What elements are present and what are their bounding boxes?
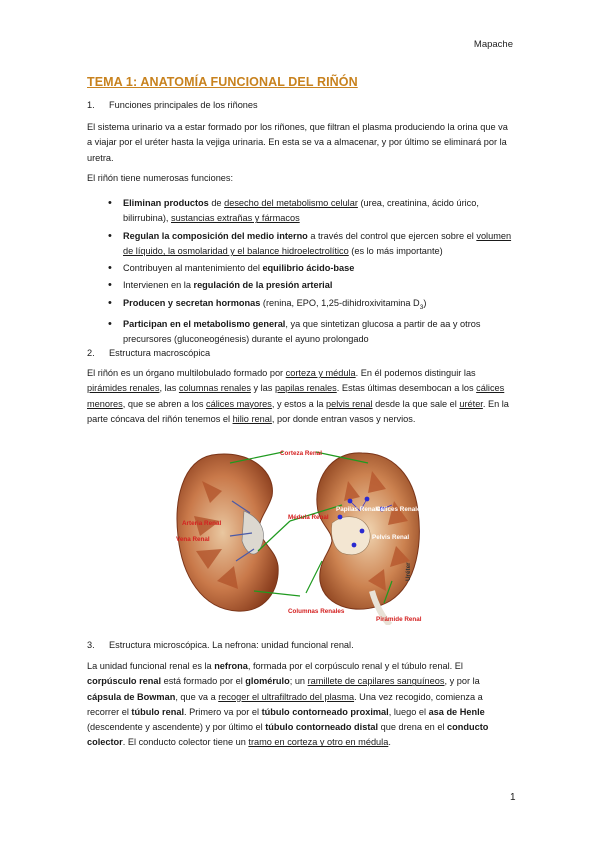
label-vena: Vena Renal xyxy=(176,536,210,543)
section-number: 3. xyxy=(87,640,95,650)
functions-list xyxy=(108,196,512,350)
label-ureter: Uréter xyxy=(405,562,412,581)
kidney-anatomy-figure xyxy=(172,441,424,625)
section-heading-text: Estructura macroscópica xyxy=(109,348,211,358)
label-calices: Cálices Renales xyxy=(376,506,424,513)
page-header-author: Mapache xyxy=(473,39,513,50)
section-heading-text: Funciones principales de los riñones xyxy=(109,100,258,110)
label-medula: Médula Renal xyxy=(288,514,329,521)
list-item: • Contribuyen al mantenimiento del equilibrio ácido-base xyxy=(108,261,512,276)
list-item: • Producen y secretan hormonas (renina, EPO, 1,25-dihidroxivitamina $D_3$) xyxy=(108,296,512,315)
list-item: • Participan en el metabolismo general, ya que sintetizan glucosa a partir de aa y otros precursores (gluconeogénesis) durante el ayuno prolongado xyxy=(108,317,512,348)
section-number: 1. xyxy=(87,100,95,110)
page-title: TEMA 1: ANATOMÍA FUNCIONAL DEL RIÑÓN xyxy=(87,75,358,89)
section-heading-2 xyxy=(87,348,210,358)
section-heading-text: Estructura microscópica. La nefrona: unidad funcional renal. xyxy=(109,640,354,650)
section-heading-1 xyxy=(87,100,258,110)
label-arteria: Arteria Renal xyxy=(182,520,222,527)
section-number: 2. xyxy=(87,348,95,358)
kidney-illustration xyxy=(172,441,424,625)
label-corteza: Corteza Renal xyxy=(280,450,322,457)
label-papilas: Papilas Renales xyxy=(336,506,384,513)
list-item: • Eliminan productos de desecho del metabolismo celular (urea, creatinina, ácido úrico, bilirrubina), sustancias extrañas y fármacos xyxy=(108,196,512,227)
functions-intro: El riñón tiene numerosas funciones: xyxy=(87,173,234,183)
micro-paragraph: La unidad funcional renal es la nefrona, formada por el corpúsculo renal y el túbulo renal. El corpúsculo renal está formado por el glomérulo; un ramillete de capilares sanguíneos, y por la cápsula de Bowman, que va a recoger el ultrafiltrado del plasma. Una vez recogido, comienza a recorrer el túbulo renal. Primero va por el túbulo contorneado proximal, luego el asa de Henle (descendente y ascendente) y por último el túbulo contorneado distal que drena en el conducto colector. El conducto colector tiene un tramo en corteza y otro en médula. xyxy=(87,661,489,748)
label-pelvis: Pelvis Renal xyxy=(372,534,410,541)
intro-paragraph: El sistema urinario va a estar formado por los riñones, que filtran el plasma produciendo la orina que va a viajar por el uréter hasta la vejiga urinaria. En esta se va a almacenar, y por último se eliminará por la uretra. xyxy=(87,122,508,163)
list-item: • Intervienen en la regulación de la presión arterial xyxy=(108,278,512,293)
label-columnas: Columnas Renales xyxy=(288,608,345,615)
section-heading-3 xyxy=(87,640,354,650)
label-piramide: Pirámide Renal xyxy=(376,616,422,623)
macro-paragraph: El riñón es un órgano multilobulado formado por corteza y médula. En él podemos distinguir las pirámides renales, las columnas renales y las papilas renales. Estas últimas desembocan a los cálices menores, que se abren a los cálices mayores, y estos a la pelvis renal desde la que sale el uréter. En la parte cóncava del riñón tenemos el hilio renal, por donde entran vasos y nervios. xyxy=(87,368,509,424)
list-item: • Regulan la composición del medio interno a través del control que ejercen sobre el volumen de líquido, la osmolaridad y el balance hidroelectrolítico (es lo más importante) xyxy=(108,229,512,260)
page-number: 1 xyxy=(510,792,516,803)
